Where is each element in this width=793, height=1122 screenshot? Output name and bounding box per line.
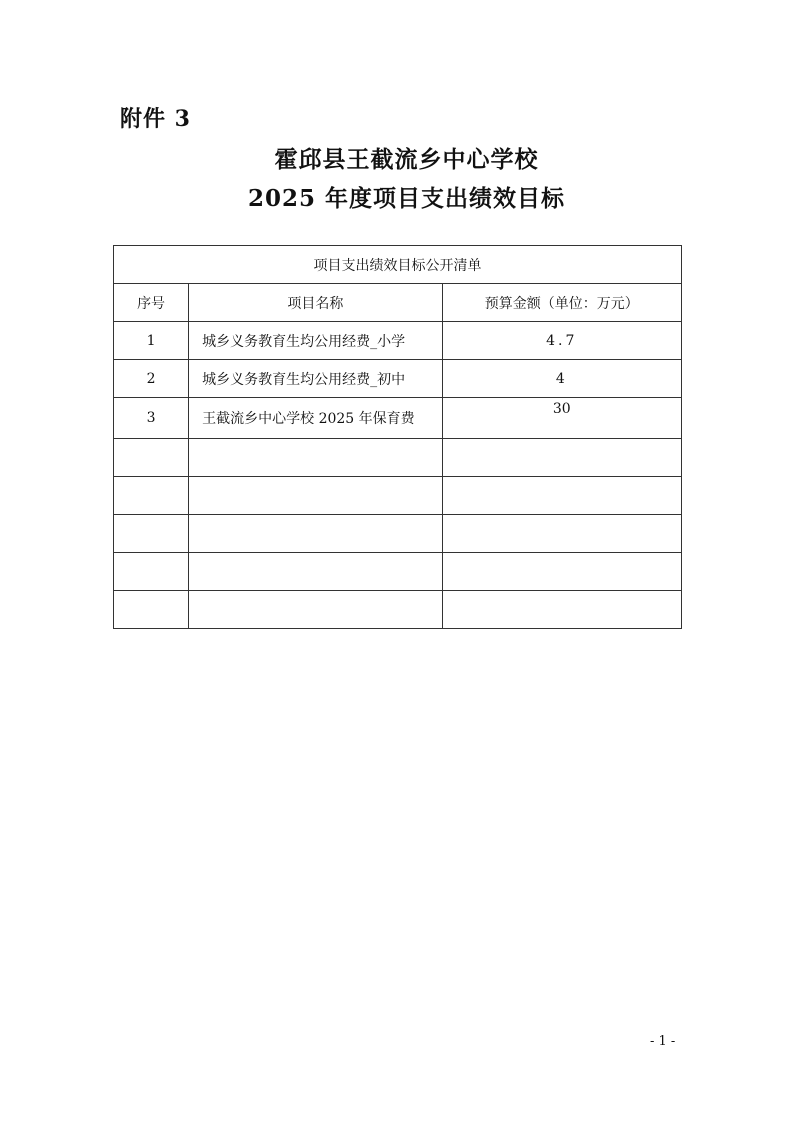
row-index [114,515,189,553]
row-project-name: 城乡义务教育生均公用经费_初中 [189,360,442,398]
row-index: 2 [114,360,189,398]
column-header-budget-amount: 预算金额（单位：万元） [442,284,681,322]
table-row [114,553,682,591]
document-title-line2: 2025 年度项目支出绩效目标 [247,185,566,212]
table-row [114,360,682,398]
row-index: 1 [114,322,189,360]
row-project-name: 城乡义务教育生均公用经费_小学 [189,322,442,360]
document-title-line1: 霍邱县王截流乡中心学校 [274,146,539,173]
row-project-name [189,515,442,553]
row-index [114,591,189,629]
table-row [114,439,682,477]
row-budget-amount: 4 [442,360,681,398]
row-index [114,477,189,515]
row-budget-amount: 4.7 [442,322,681,360]
table-caption: 项目支出绩效目标公开清单 [114,246,682,284]
row-budget-amount: 30 [442,398,681,439]
row-budget-amount [442,439,681,477]
row-project-name [189,439,442,477]
row-budget-amount [442,553,681,591]
column-header-project-name: 项目名称 [189,284,442,322]
table-row [114,515,682,553]
table-caption-row [114,246,682,284]
row-project-name [189,477,442,515]
row-index: 3 [114,398,189,439]
table-header-row [114,284,682,322]
table-row [114,591,682,629]
row-project-name [189,591,442,629]
row-budget-amount [442,591,681,629]
row-index [114,553,189,591]
row-project-name: 王截流乡中心学校 2025 年保育费 [189,398,442,439]
row-project-name [189,553,442,591]
row-budget-amount [442,477,681,515]
attachment-label: 附件 3 [120,106,191,132]
table-row [114,398,682,439]
row-index [114,439,189,477]
page-number: - 1 - [650,1034,676,1049]
table-row [114,477,682,515]
table-row [114,322,682,360]
performance-target-table [113,245,682,629]
row-budget-amount [442,515,681,553]
column-header-index: 序号 [114,284,189,322]
